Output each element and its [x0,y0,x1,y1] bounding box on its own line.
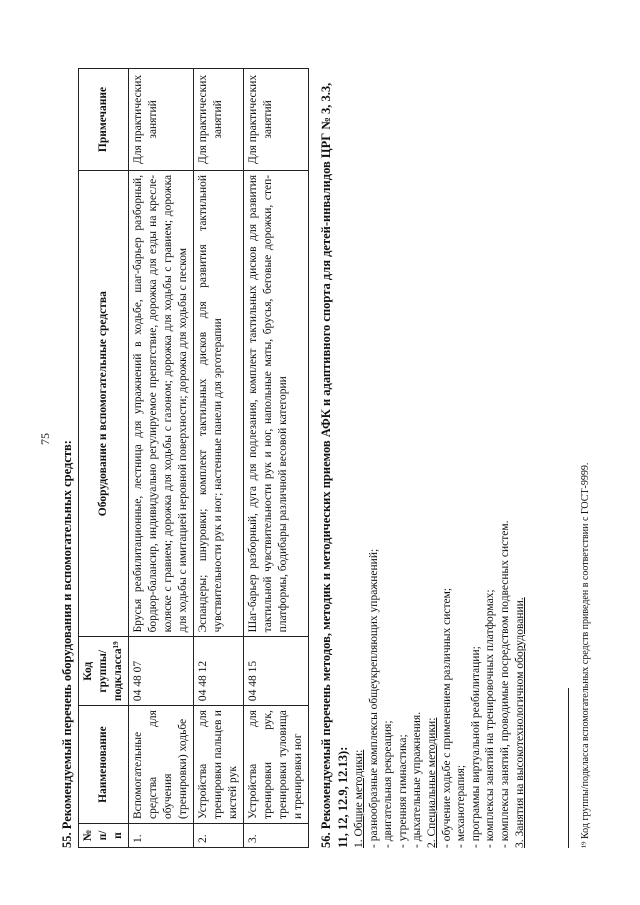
cell-name: Устройства для тренировки пальцев и кистей рук [194,706,244,824]
cell-note: Для практических занятий [244,69,309,171]
list-item: - обучение ходьбе с применением различных систем; [440,587,453,848]
cell-name: Вспомогательные средства для обучения (тренировки) ходьбе [129,706,194,824]
special-methods-heading: 2. Специальные методики: [425,717,438,848]
header-code: Код группы/ подкласса¹⁹ [79,637,129,706]
methods-list [352,68,527,848]
footnote-separator [568,688,569,848]
table-row [244,69,309,848]
header-name: Наименование [79,706,129,824]
cell-note: Для практических занятий [129,69,194,171]
list-item: - комплексы занятий на тренировочных платформах; [484,589,497,848]
cell-equipment: Шаг-барьер разборный, дуга для подлезания, комплект тактильных дисков для развития тактильной чувствительности рук и ног, напольные маты, брусья, беговые дорожки, степ-платформы, бодибары различной весовой категории [244,170,309,637]
header-equipment: Оборудование и вспомогательные средства [79,170,129,637]
table-row [194,69,244,848]
cell-num: 3. [244,824,309,848]
cell-equipment: Брусья реабилитационные, лестница для упражнений в ходьбе, шаг-барьер разборный, бордюр-балансир, индивидуально регулируемое препятствие, дорожка для езды на кресле-коляске с гравием; дорожка для ходьбы с газоном; дорожка для ходьбы с гравием; дорожка для ходьбы с имитацией неровной поверхности; дорожка для ходьбы с песком [129,170,194,637]
equipment-table [78,68,309,848]
cell-code: 04 48 07 [129,637,194,706]
list-item: - механотерапия; [455,764,468,848]
list-item: - разнообразные комплексы общеукрепляющих упражнений; [367,548,380,848]
cell-code: 04 48 15 [244,637,309,706]
footnote: ¹⁹ Код группы/подкласса вспомогательных средств приведен в соответствии с ГОСТ-9999. [580,462,591,848]
list-item: - программы виртуальной реабилитации; [469,646,482,848]
table-row [129,69,194,848]
cell-name: Устройства для тренировки рук, тренировки туловища и тренировки ног [244,706,309,824]
high-tech-item: 3. Занятия на высокотехнологичном оборудовании. [513,597,526,848]
header-num: № п/п [79,824,129,848]
list-item: - утренняя гимнастика; [396,734,409,848]
list-item: - дыхательные упражнения. [411,711,424,848]
cell-num: 1. [129,824,194,848]
table-header-row [79,69,129,848]
general-methods-heading: 1. Общие методики: [353,749,365,848]
page-number: 75 [38,433,52,445]
cell-note: Для практических занятий [194,69,244,171]
header-note: Примечание [79,69,129,171]
list-item: - двигательная рекреация; [382,720,395,848]
cell-num: 2. [194,824,244,848]
cell-code: 04 48 12 [194,637,244,706]
cell-equipment: Эспандеры; шнуровки; комплект тактильных дисков для развития тактильной чувствительности рук и ног; настенные панели для эрготерапии [194,170,244,637]
section-55-title: 55. Рекомендуемый перечень оборудования и вспомогательных средств: [60,440,74,848]
section-56-title: 56. Рекомендуемый перечень методов, методик и методических приемов АФК и адаптивного спорта для детей-инвалидов ЦРГ № 3, 3.3, 11, 12, 12.9, 12.13): [319,82,350,848]
list-item: - комплексы занятий, проводимые посредством подвесных систем. [498,520,511,848]
